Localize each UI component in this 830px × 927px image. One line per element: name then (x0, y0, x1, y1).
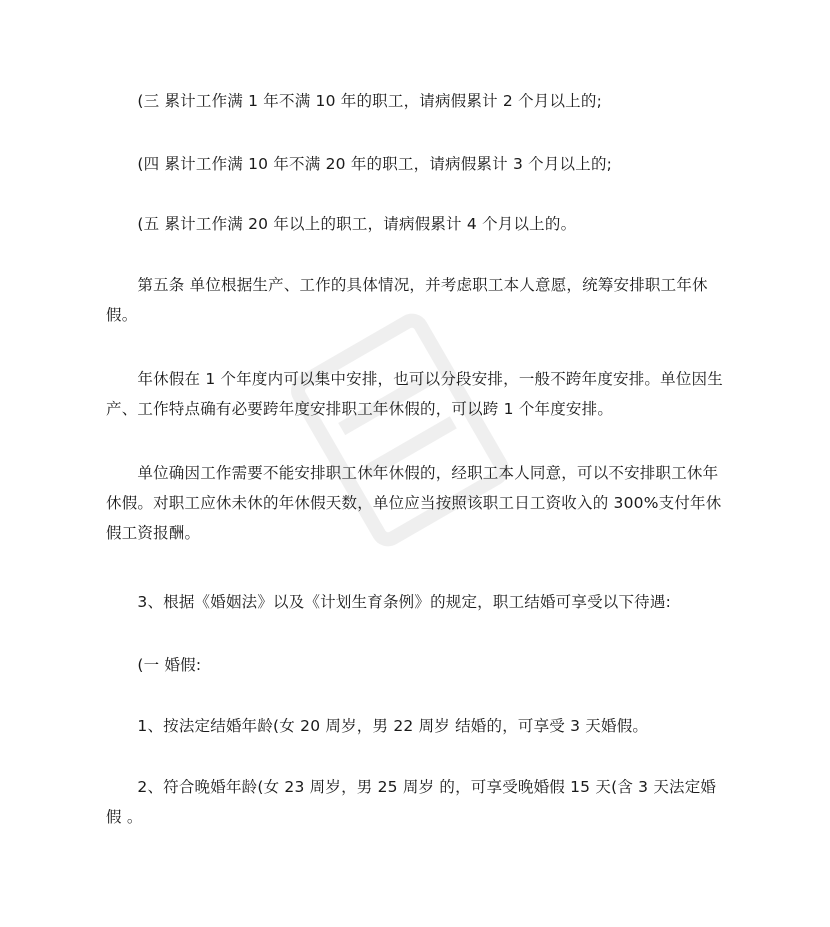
paragraph-line: 休假。对职工应休未休的年休假天数，单位应当按照该职工日工资收入的 300%支付年休 (106, 494, 722, 512)
paragraph-annual-leave-schedule (106, 364, 726, 424)
paragraph-late-marriage-leave (106, 772, 726, 832)
paragraph-line: 3、根据《婚姻法》以及《计划生育条例》的规定，职工结婚可享受以下待遇: (106, 593, 671, 611)
paragraph-line: 单位确因工作需要不能安排职工休年休假的，经职工本人同意，可以不安排职工休年 (106, 464, 719, 482)
paragraph-line: (五 累计工作满 20 年以上的职工，请病假累计 4 个月以上的。 (106, 215, 577, 233)
paragraph-line: (四 累计工作满 10 年不满 20 年的职工，请病假累计 3 个月以上的; (106, 155, 613, 173)
paragraph-annual-leave-compensation (106, 458, 726, 548)
paragraph-item-4 (106, 149, 726, 179)
paragraph-line: 假工资报酬。 (106, 524, 201, 542)
paragraph-line: 2、符合晚婚年龄(女 23 周岁，男 25 周岁 的，可享受晚婚假 15 天(含 3 天法定婚 (106, 778, 717, 796)
paragraph-line: 年休假在 1 个年度内可以集中安排，也可以分段安排，一般不跨年度安排。单位因生 (106, 370, 723, 388)
paragraph-line: 第五条 单位根据生产、工作的具体情况，并考虑职工本人意愿，统筹安排职工年休 (106, 276, 708, 294)
paragraph-marriage-leave-heading (106, 650, 726, 680)
paragraph-line: 产、工作特点确有必要跨年度安排职工年休假的，可以跨 1 个年度安排。 (106, 400, 614, 418)
paragraph-item-5 (106, 209, 726, 239)
paragraph-article-5 (106, 270, 726, 330)
paragraph-line: (一 婚假: (106, 656, 202, 674)
paragraph-line: 假 。 (106, 808, 143, 826)
paragraph-marriage-benefits (106, 587, 726, 617)
paragraph-legal-marriage-leave (106, 711, 726, 741)
paragraph-line: (三 累计工作满 1 年不满 10 年的职工，请病假累计 2 个月以上的; (106, 92, 603, 110)
paragraph-item-3 (106, 86, 726, 116)
paragraph-line: 假。 (106, 306, 138, 324)
paragraph-line: 1、按法定结婚年龄(女 20 周岁，男 22 周岁 结婚的，可享受 3 天婚假。 (106, 717, 649, 735)
